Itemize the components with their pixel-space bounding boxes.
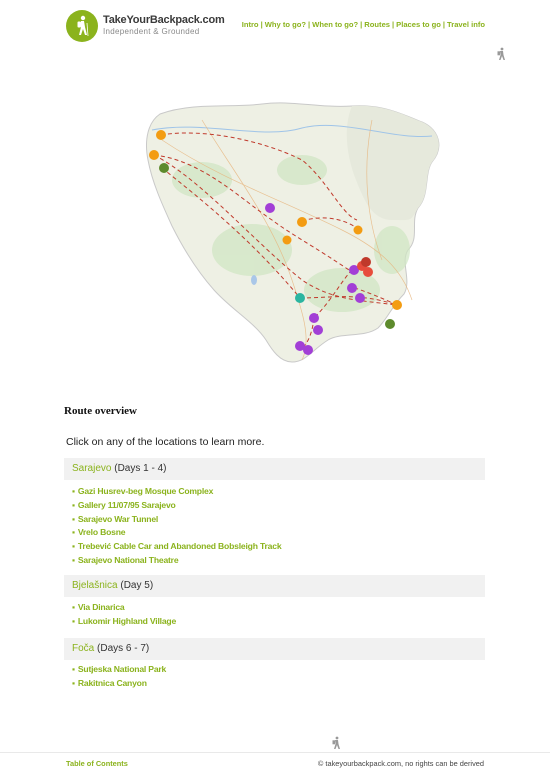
nav-routes[interactable]: Routes xyxy=(364,20,391,29)
group-name[interactable]: Sarajevo xyxy=(72,463,112,474)
tagline: Independent & Grounded xyxy=(103,27,200,36)
map-marker-icon[interactable] xyxy=(363,267,373,277)
site-header xyxy=(66,10,506,44)
group-days: (Day 5) xyxy=(117,580,154,591)
map-marker-icon[interactable] xyxy=(297,217,307,227)
nav-why-to-go[interactable]: Why to go? xyxy=(264,20,307,29)
top-nav: Intro | Why to go? | When to go? | Routes | Places to go | Travel info xyxy=(241,20,485,29)
map-marker-icon[interactable] xyxy=(159,163,169,173)
list-item[interactable]: ▪ Sutjeska National Park xyxy=(72,663,166,677)
map-marker-icon[interactable] xyxy=(149,150,159,160)
map-marker-icon[interactable] xyxy=(361,257,371,267)
map-marker-icon[interactable] xyxy=(347,283,357,293)
intro-text: Click on any of the locations to learn more. xyxy=(66,436,265,448)
nav-places-to-go[interactable]: Places to go xyxy=(396,20,441,29)
route-map[interactable] xyxy=(142,100,447,365)
group-header-bjelasnica xyxy=(64,575,485,597)
nav-intro[interactable]: Intro xyxy=(241,20,259,29)
location-list xyxy=(72,485,281,568)
map-marker-icon[interactable] xyxy=(355,293,365,303)
list-item[interactable]: ▪ Sarajevo National Theatre xyxy=(72,554,281,568)
map-marker-icon[interactable] xyxy=(156,130,166,140)
map-marker-icon[interactable] xyxy=(354,226,363,235)
list-item[interactable]: ▪ Vrelo Bosne xyxy=(72,526,281,540)
hiker-icon xyxy=(331,736,341,750)
map-marker-icon[interactable] xyxy=(313,325,323,335)
map-marker-icon[interactable] xyxy=(392,300,402,310)
list-item[interactable]: ▪ Gazi Husrev-beg Mosque Complex xyxy=(72,485,281,499)
group-days: (Days 6 - 7) xyxy=(94,643,150,654)
group-header-foca xyxy=(64,638,485,660)
location-list xyxy=(72,601,176,629)
nav-when-to-go[interactable]: When to go? xyxy=(312,20,359,29)
copyright: © takeyourbackpack.com, no rights can be derived xyxy=(317,759,484,768)
list-item[interactable]: ▪ Rakitnica Canyon xyxy=(72,677,166,691)
location-list xyxy=(72,663,166,691)
group-name[interactable]: Foča xyxy=(72,643,95,654)
table-of-contents-link[interactable]: Table of Contents xyxy=(66,759,128,768)
list-item[interactable]: ▪ Via Dinarica xyxy=(72,601,176,615)
map-marker-icon[interactable] xyxy=(295,293,305,303)
map-marker-icon[interactable] xyxy=(309,313,319,323)
group-name[interactable]: Bjelašnica xyxy=(72,580,118,591)
footer-divider xyxy=(0,752,550,753)
list-item[interactable]: ▪ Sarajevo War Tunnel xyxy=(72,513,281,527)
list-item[interactable]: ▪ Trebević Cable Car and Abandoned Bobsleigh Track xyxy=(72,540,281,554)
map-marker-icon[interactable] xyxy=(385,319,395,329)
brand-name[interactable]: TakeYourBackpack.com xyxy=(103,14,225,26)
nav-travel-info[interactable]: Travel info xyxy=(447,20,485,29)
list-item[interactable]: ▪ Gallery 11/07/95 Sarajevo xyxy=(72,499,281,513)
logo[interactable] xyxy=(66,10,98,42)
section-title: Route overview xyxy=(64,405,138,417)
hiker-icon xyxy=(75,15,89,37)
map-marker-icon[interactable] xyxy=(283,236,292,245)
map-marker-icon[interactable] xyxy=(303,345,313,355)
list-item[interactable]: ▪ Lukomir Highland Village xyxy=(72,615,176,629)
map-marker-icon[interactable] xyxy=(265,203,275,213)
group-days: (Days 1 - 4) xyxy=(111,463,167,474)
hiker-icon xyxy=(496,47,506,61)
group-header-sarajevo xyxy=(64,458,485,480)
lake xyxy=(251,275,257,285)
